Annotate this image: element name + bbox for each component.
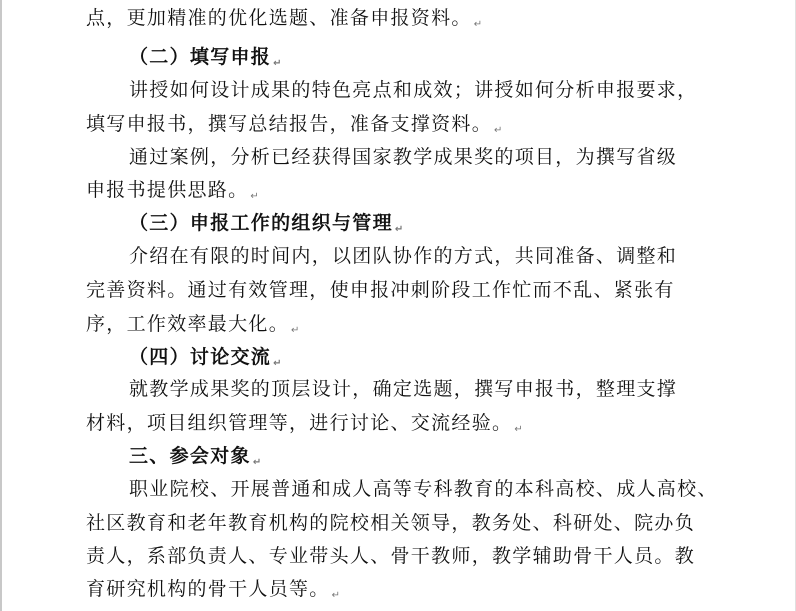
paragraph-mark-icon: ↵	[394, 224, 404, 235]
paragraph-mark-icon: ↵	[273, 358, 282, 369]
text-line: 材料，项目组织管理等，进行讨论、交流经验。 ↵	[86, 412, 523, 435]
section-heading: （二）填写申报 ↵	[129, 46, 282, 69]
text-line: 社区教育和老年教育机构的院校相关领导，教务处、科研处、院办负	[86, 512, 696, 534]
text-line: 通过案例，分析已经获得国家教学成果奖的项目，为撰写省级	[129, 146, 678, 168]
text-line: 讲授如何设计成果的特色亮点和成效；讲授如何分析申报要求，	[129, 79, 698, 101]
text-line: 责人，系部负责人、专业带头人、骨干教师，教学辅助骨干人员。教	[86, 545, 696, 567]
section-heading: （四）讨论交流 ↵	[129, 346, 282, 369]
paragraph-mark-icon: ↵	[514, 424, 523, 435]
paragraph-mark-icon: ↵	[273, 58, 282, 69]
paragraph-mark-icon: ↵	[473, 19, 483, 30]
paragraph-mark-icon: ↵	[494, 125, 503, 136]
text-line: 介绍在有限的时间内，以团队协作的方式，共同准备、调整和	[129, 245, 678, 267]
text-line: 填写申报书，撰写总结报告，准备支撑资料。 ↵	[86, 113, 503, 136]
text-line: 申报书提供思路。 ↵	[86, 179, 259, 202]
page-left-edge	[0, 0, 2, 611]
text-line: 完善资料。通过有效管理，使申报冲刺阶段工作忙而不乱、紧张有	[86, 279, 675, 301]
text-line: 职业院校、开展普通和成人高等专科教育的本科高校、成人高校、	[129, 478, 718, 500]
paragraph-mark-icon: ↵	[250, 191, 259, 202]
text-line: 点，更加精准的优化选题、准备申报资料。 ↵	[86, 7, 483, 30]
text-line: 序，工作效率最大化。 ↵	[86, 313, 300, 336]
section-heading: （三）申报工作的组织与管理 ↵	[129, 212, 404, 235]
text-line: 育研究机构的骨干人员等。 ↵	[86, 578, 340, 601]
paragraph-mark-icon: ↵	[252, 457, 262, 468]
text-line: 就教学成果奖的顶层设计，确定选题，撰写申报书，整理支撑	[129, 378, 678, 400]
paragraph-mark-icon: ↵	[331, 590, 340, 601]
paragraph-mark-icon: ↵	[291, 325, 300, 336]
section-heading: 三、参会对象 ↵	[129, 445, 262, 468]
